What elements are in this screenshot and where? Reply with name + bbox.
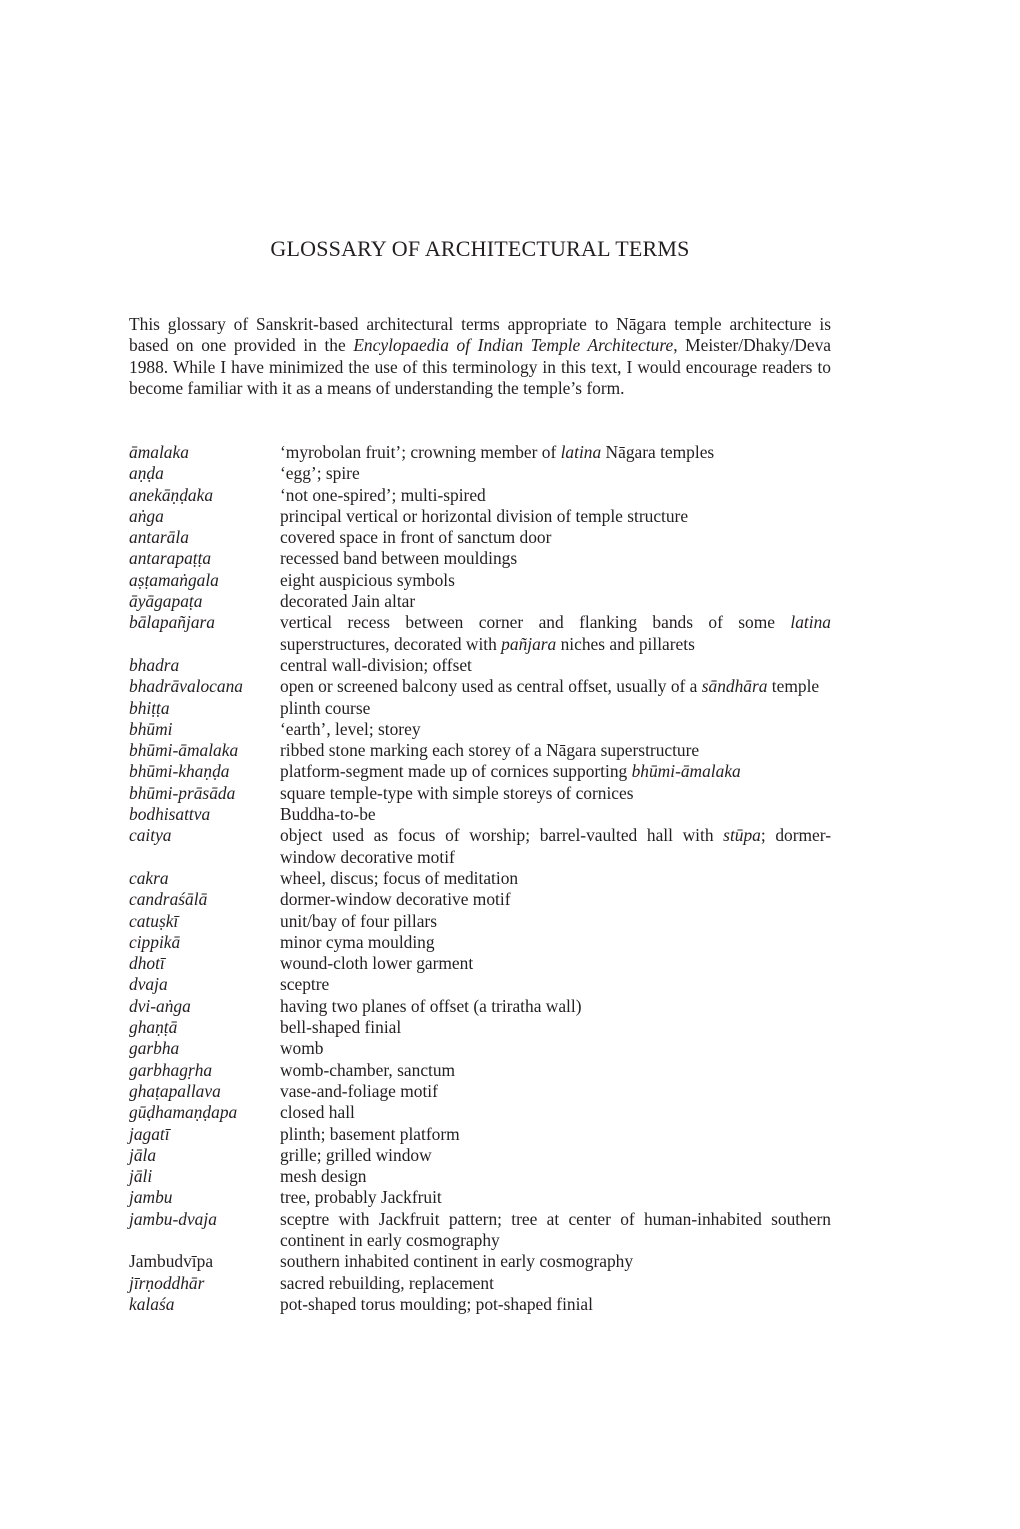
glossary-definition: [280, 698, 831, 719]
glossary-term: anekāṇḍaka: [129, 484, 214, 505]
glossary-definition: [280, 1081, 831, 1102]
glossary-term: bhūmi: [129, 718, 173, 739]
definition-text: object used as focus of worship; barrel-vaulted hall with: [280, 825, 724, 846]
definition-emphasis: latina: [790, 612, 831, 633]
glossary-definition: [280, 655, 831, 676]
glossary-term: aṣṭamaṅgala: [129, 569, 219, 590]
glossary-entry: [129, 655, 831, 676]
definition-text: dormer-window decorative motif: [280, 889, 511, 910]
definition-text: grille; grilled window: [280, 1144, 432, 1165]
glossary-term: garbha: [129, 1038, 180, 1059]
definition-text: having two planes of offset (a triratha wall): [280, 995, 582, 1016]
glossary-entry: [129, 463, 831, 484]
glossary-definition: [280, 1251, 831, 1272]
glossary-definition: [280, 911, 831, 932]
definition-emphasis: bhūmi-āmalaka: [631, 761, 741, 782]
definition-text: principal vertical or horizontal division of temple structure: [280, 505, 689, 526]
definition-text: open or screened balcony used as central offset, usually of a: [280, 676, 702, 697]
glossary-entry: [129, 911, 831, 932]
intro-paragraph: [129, 314, 831, 399]
definition-text: ; dormer-window decorative motif: [280, 825, 831, 867]
glossary-definition: [280, 740, 831, 761]
glossary-definition: [280, 825, 831, 868]
glossary-entry: [129, 570, 831, 591]
glossary-definition: [280, 932, 831, 953]
glossary-term: antarapaṭṭa: [129, 548, 212, 569]
glossary-entry: [129, 1209, 831, 1252]
glossary-list: [129, 442, 831, 1315]
definition-text: tree, probably Jackfruit: [280, 1187, 442, 1208]
definition-text: Buddha-to-be: [280, 804, 376, 825]
glossary-definition: [280, 1294, 831, 1315]
definition-text: plinth; basement platform: [280, 1123, 460, 1144]
glossary-definition: [280, 591, 831, 612]
definition-text: niches and pillarets: [556, 633, 695, 654]
glossary-entry: [129, 1145, 831, 1166]
definition-text: recessed band between mouldings: [280, 548, 518, 569]
intro-text-2: , Meister/Dhaky/Deva 1988. While I have minimized the use of this terminology in this text, I would encourage readers to become familiar with it as a means of understanding the temple’s form.: [129, 335, 831, 398]
glossary-definition: [280, 889, 831, 910]
definition-text: pot-shaped torus moulding; pot-shaped finial: [280, 1293, 593, 1314]
glossary-term: bhadrāvalocana: [129, 676, 243, 697]
glossary-entry: [129, 761, 831, 782]
definition-text: mesh design: [280, 1166, 367, 1187]
glossary-term: āmalaka: [129, 442, 189, 462]
glossary-definition: [280, 676, 831, 697]
glossary-entry: [129, 1251, 831, 1272]
glossary-definition: [280, 1145, 831, 1166]
definition-text: platform-segment made up of cornices supporting: [280, 761, 632, 782]
definition-text: wound-cloth lower garment: [280, 953, 474, 974]
definition-text: ‘egg’; spire: [280, 463, 360, 484]
glossary-definition: [280, 974, 831, 995]
glossary-entry: [129, 783, 831, 804]
definition-text: sceptre with Jackfruit pattern; tree at center of human-inhabited southern continent in early cosmography: [280, 1208, 831, 1250]
glossary-entry: [129, 506, 831, 527]
glossary-term: bālapañjara: [129, 612, 215, 633]
definition-text: sacred rebuilding, replacement: [280, 1272, 494, 1293]
glossary-definition: [280, 570, 831, 591]
glossary-entry: [129, 548, 831, 569]
glossary-entry: [129, 825, 831, 868]
glossary-term: dvaja: [129, 974, 168, 995]
glossary-entry: [129, 1166, 831, 1187]
definition-text: vertical recess between corner and flanking bands of some: [280, 612, 791, 633]
definition-text: closed hall: [280, 1102, 355, 1123]
glossary-definition: [280, 1187, 831, 1208]
definition-text: minor cyma moulding: [280, 931, 435, 952]
glossary-definition: [280, 1166, 831, 1187]
definition-emphasis: latina: [560, 442, 602, 462]
glossary-term: aṅga: [129, 505, 164, 526]
glossary-term: caitya: [129, 825, 172, 846]
glossary-term: dvi-aṅga: [129, 995, 191, 1016]
glossary-entry: [129, 868, 831, 889]
glossary-definition: [280, 996, 831, 1017]
glossary-entry: [129, 1060, 831, 1081]
glossary-term: gūḍhamaṇḍapa: [129, 1102, 238, 1123]
glossary-entry: [129, 485, 831, 506]
glossary-definition: [280, 1102, 831, 1123]
definition-text: sceptre: [280, 974, 330, 995]
glossary-term: ghaṇṭā: [129, 1017, 178, 1038]
definition-text: ribbed stone marking each storey of a Nāgara superstructure: [280, 740, 700, 761]
glossary-term: jāla: [129, 1144, 157, 1165]
definition-text: ‘not one-spired’; multi-spired: [280, 484, 486, 505]
glossary-entry: [129, 996, 831, 1017]
definition-text: ‘earth’, level; storey: [280, 718, 421, 739]
definition-text: womb-chamber, sanctum: [280, 1059, 456, 1080]
glossary-entry: [129, 1102, 831, 1123]
definition-text: temple: [767, 676, 820, 697]
glossary-entry: [129, 1187, 831, 1208]
glossary-term: bhūmi-khaṇḍa: [129, 761, 230, 782]
glossary-term: jagatī: [129, 1123, 170, 1144]
glossary-entry: [129, 953, 831, 974]
intro-text-1: This glossary of Sanskrit-based architectural terms appropriate to Nāgara temple architecture is based on one provided in the: [129, 314, 831, 356]
glossary-term: bodhisattva: [129, 804, 211, 825]
glossary-definition: [280, 1273, 831, 1294]
definition-text: superstructures, decorated with: [280, 633, 502, 654]
definition-text: covered space in front of sanctum door: [280, 527, 552, 548]
definition-emphasis: pañjara: [501, 633, 557, 654]
glossary-term: bhadra: [129, 654, 180, 675]
glossary-term: ghaṭapallava: [129, 1080, 221, 1101]
glossary-definition: [280, 1038, 831, 1059]
glossary-entry: [129, 1273, 831, 1294]
page-title: GLOSSARY OF ARCHITECTURAL TERMS: [270, 236, 690, 261]
glossary-entry: [129, 591, 831, 612]
glossary-definition: [280, 506, 831, 527]
glossary-entry: [129, 1017, 831, 1038]
glossary-term: āyāgapaṭa: [129, 591, 203, 612]
glossary-entry: [129, 1294, 831, 1315]
glossary-definition: [280, 719, 831, 740]
glossary-entry: [129, 698, 831, 719]
glossary-entry: [129, 889, 831, 910]
glossary-entry: [129, 804, 831, 825]
glossary-term: aṇḍa: [129, 463, 164, 484]
glossary-definition: [280, 1017, 831, 1038]
definition-emphasis: stūpa: [723, 825, 761, 846]
glossary-entry: [129, 1081, 831, 1102]
definition-text: square temple-type with simple storeys of cornices: [280, 782, 634, 803]
glossary-definition: [280, 761, 831, 782]
glossary-definition: [280, 868, 831, 889]
glossary-definition: [280, 612, 831, 655]
glossary-definition: [280, 485, 831, 506]
definition-text: womb: [280, 1038, 324, 1059]
definition-text: decorated Jain altar: [280, 591, 416, 612]
glossary-term: bhiṭṭa: [129, 697, 170, 718]
glossary-definition: [280, 804, 831, 825]
glossary-term: jāli: [129, 1166, 153, 1187]
definition-text: central wall-division; offset: [280, 654, 472, 675]
glossary-entry: [129, 442, 831, 463]
glossary-definition: [280, 1060, 831, 1081]
glossary-term: cakra: [129, 867, 169, 888]
glossary-definition: [280, 463, 831, 484]
glossary-term: garbhagṛha: [129, 1059, 213, 1080]
definition-text: bell-shaped finial: [280, 1017, 402, 1038]
glossary-definition: [280, 1209, 831, 1252]
definition-text: eight auspicious symbols: [280, 569, 455, 590]
glossary-entry: [129, 612, 831, 655]
definition-text: vase-and-foliage motif: [280, 1080, 438, 1101]
intro-book-title: Encylopaedia of Indian Temple Architecture: [353, 335, 674, 356]
glossary-entry: [129, 1124, 831, 1145]
definition-text: unit/bay of four pillars: [280, 910, 437, 931]
glossary-entry: [129, 719, 831, 740]
glossary-term: catuṣkī: [129, 910, 179, 931]
glossary-term: jīrṇoddhār: [129, 1272, 205, 1293]
definition-text: plinth course: [280, 697, 371, 718]
glossary-term: bhūmi-prāsāda: [129, 782, 236, 803]
glossary-definition: [280, 1124, 831, 1145]
glossary-term: dhotī: [129, 953, 165, 974]
glossary-definition: [280, 527, 831, 548]
definition-emphasis: sāndhāra: [701, 676, 768, 697]
glossary-definition: [280, 953, 831, 974]
glossary-term: bhūmi-āmalaka: [129, 740, 239, 761]
glossary-entry: [129, 527, 831, 548]
glossary-entry: [129, 974, 831, 995]
definition-text: southern inhabited continent in early cosmography: [280, 1251, 634, 1272]
glossary-definition: [280, 442, 831, 463]
definition-text: ‘myrobolan fruit’; crowning member of: [280, 442, 561, 462]
glossary-term: kalaśa: [129, 1293, 175, 1314]
glossary-term: jambu-dvaja: [129, 1208, 217, 1229]
glossary-term: candraśālā: [129, 889, 208, 910]
glossary-term: jambu: [129, 1187, 173, 1208]
glossary-term: antarāla: [129, 527, 189, 548]
glossary-term: cippikā: [129, 931, 181, 952]
glossary-definition: [280, 548, 831, 569]
glossary-definition: [280, 783, 831, 804]
glossary-entry: [129, 1038, 831, 1059]
glossary-entry: [129, 676, 831, 697]
definition-text: wheel, discus; focus of meditation: [280, 867, 519, 888]
definition-text: Nāgara temples: [601, 442, 715, 462]
glossary-entry: [129, 932, 831, 953]
glossary-entry: [129, 740, 831, 761]
glossary-term: Jambudvīpa: [129, 1251, 214, 1272]
